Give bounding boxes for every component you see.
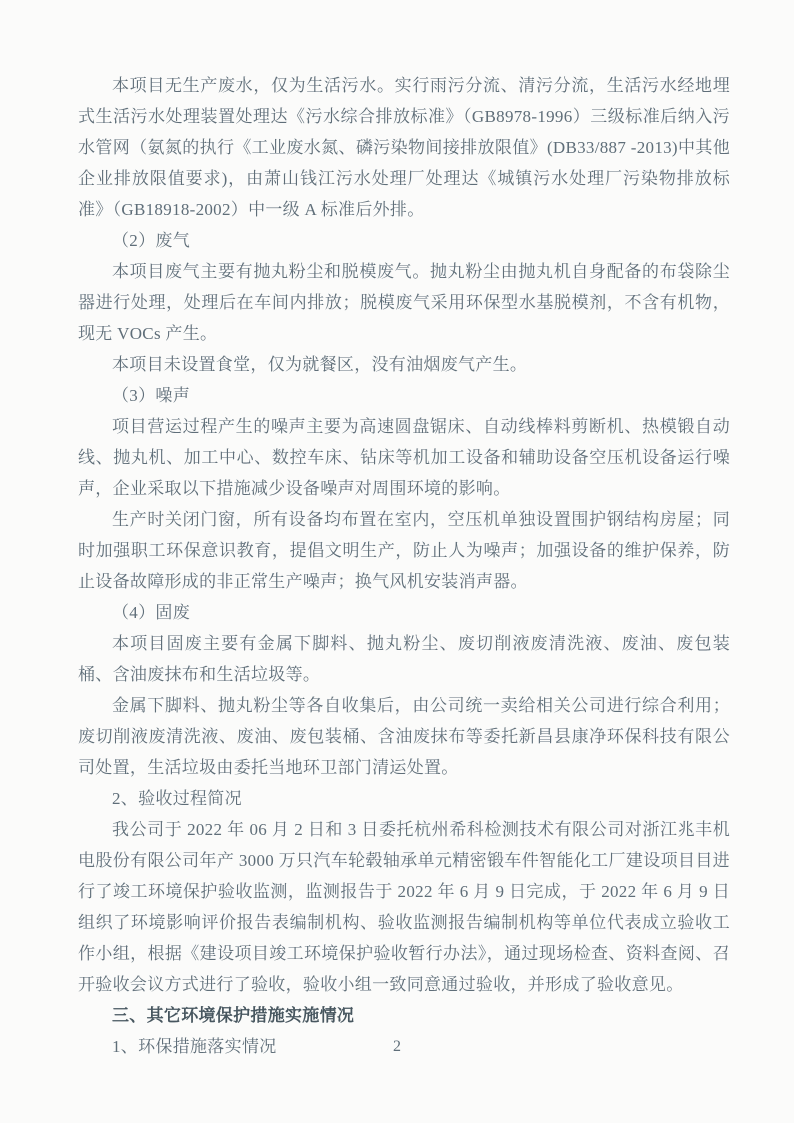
para-noise-sources: 项目营运过程产生的噪声主要为高速圆盘锯床、自动线棒料剪断机、热模锻自动线、抛丸机、加工中心、数控车床、钻床等机加工设备和辅助设备空压机设备运行噪声，企业采取以下措施减少设备噪声对周围环境的影响。 — [78, 417, 730, 498]
heading-waste-gas: （2）废气 — [112, 231, 190, 250]
para-solid-waste-types: 本项目固废主要有金属下脚料、抛丸粉尘、废切削液废清洗液、废油、废包装桶、含油废抹布和生活垃圾等。 — [78, 634, 730, 684]
para-canteen: 本项目未设置食堂，仅为就餐区，没有油烟废气产生。 — [112, 355, 528, 374]
heading-other-protection-measures: 三、其它环境保护措施实施情况 — [112, 1006, 355, 1025]
page-number: 2 — [393, 1038, 401, 1055]
para-wastewater: 本项目无生产废水，仅为生活污水。实行雨污分流、清污分流，生活污水经地埋式生活污水处理装置处理达《污水综合排放标准》（GB8978-1996）三级标准后纳入污水管网（氨氮的执行《工业废水氮、磷污染物间接排放限值》(DB33/887 -2013)中其他企业排放限值要求)，由萧山钱江污水处理厂处理达《城镇污水处理厂污染物排放标准》（GB18918-2002）中一级 A 标准后外排。 — [78, 76, 730, 219]
heading-solid-waste: （4）固废 — [112, 603, 190, 622]
heading-measures-implementation: 1、环保措施落实情况 — [112, 1037, 277, 1056]
para-waste-gas-treatment: 本项目废气主要有抛丸粉尘和脱模废气。抛丸粉尘由抛丸机自身配备的布袋除尘器进行处理，处理后在车间内排放；脱模废气采用环保型水基脱模剂，不含有机物，现无 VOCs 产生。 — [78, 262, 730, 343]
para-noise-measures: 生产时关闭门窗，所有设备均布置在室内，空压机单独设置围护钢结构房屋；同时加强职工环保意识教育，提倡文明生产，防止人为噪声；加强设备的维护保养，防止设备故障形成的非正常生产噪声；换气风机安装消声器。 — [78, 510, 730, 591]
para-solid-waste-disposal: 金属下脚料、抛丸粉尘等各自收集后，由公司统一卖给相关公司进行综合利用；废切削液废清洗液、废油、废包装桶、含油废抹布等委托新昌县康净环保科技有限公司处置，生活垃圾由委托当地环卫部门清运处置。 — [78, 696, 730, 777]
page-content — [78, 70, 730, 1062]
para-acceptance-process: 我公司于 2022 年 06 月 2 日和 3 日委托杭州希科检测技术有限公司对浙江兆丰机电股份有限公司年产 3000 万只汽车轮毂轴承单元精密锻车件智能化工厂建设项目目进行了竣工环境保护验收监测，监测报告于 2022 年 6 月 9 日完成，于 2022 年 6 月 9 日组织了环境影响评价报告表编制机构、验收监测报告编制机构等单位代表成立验收工作小组，根据《建设项目竣工环境保护验收暂行办法》，通过现场检查、资料查阅、召开验收会议方式进行了验收，验收小组一致同意通过验收，并形成了验收意见。 — [78, 820, 730, 994]
heading-acceptance-process: 2、验收过程简况 — [112, 789, 242, 808]
heading-noise: （3）噪声 — [112, 386, 190, 405]
